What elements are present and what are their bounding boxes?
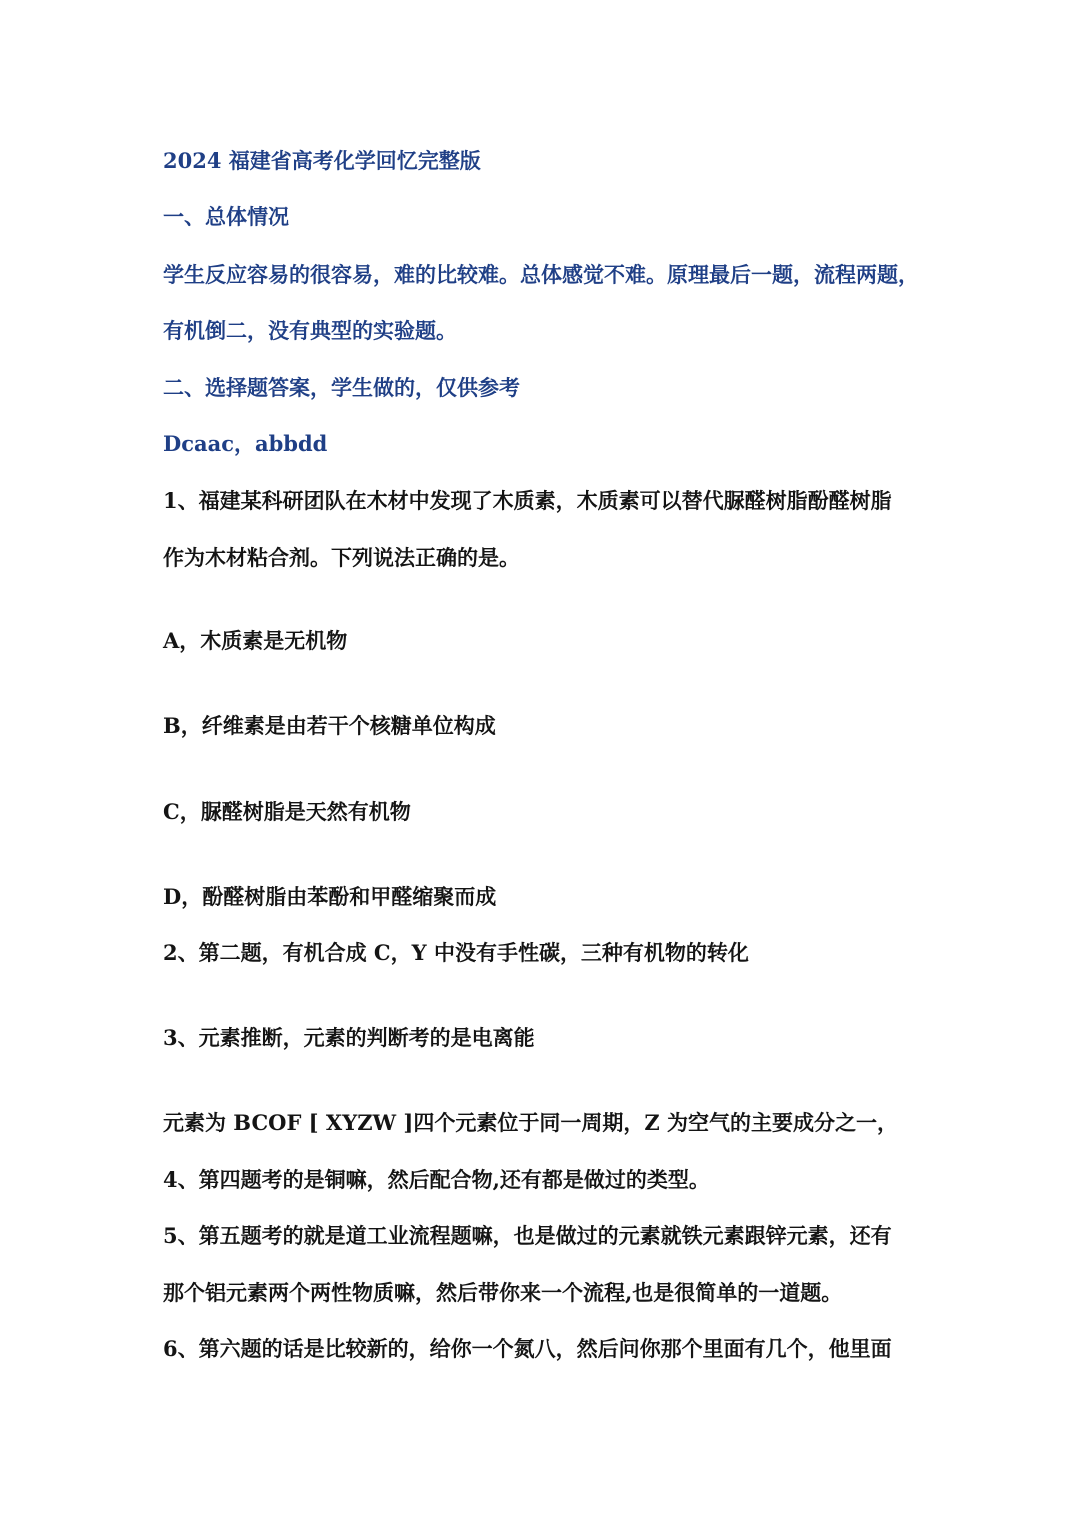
section2-heading: 二、选择题答案，学生做的，仅供参考 (163, 375, 520, 400)
question5-line1: 5、第五题考的就是道工业流程题嘛，也是做过的元素就铁元素跟锌元素，还有 (163, 1223, 892, 1248)
question1-option-d: D，酚醛树脂由苯酚和甲醛缩聚而成 (163, 884, 497, 909)
question5-line2: 那个铝元素两个两性物质嘛，然后带你来一个流程,也是很简单的一道题。 (163, 1280, 843, 1305)
question1-line1: 1、福建某科研团队在木材中发现了木质素，木质素可以替代脲醛树脂酚醛树脂 (163, 488, 892, 513)
question1-option-b: B，纤维素是由若干个核糖单位构成 (163, 713, 496, 738)
section1-text-line1: 学生反应容易的很容易，难的比较难。总体感觉不难。原理最后一题，流程两题， (163, 262, 919, 287)
question1-line2: 作为木材粘合剂。下列说法正确的是。 (163, 545, 520, 570)
question1-option-c: C，脲醛树脂是天然有机物 (163, 799, 411, 824)
question6-line1: 6、第六题的话是比较新的，给你一个氮八，然后问你那个里面有几个，他里面 (163, 1336, 892, 1361)
section1-text-line2: 有机倒二，没有典型的实验题。 (163, 318, 457, 343)
question4: 4、第四题考的是铜嘛，然后配合物,还有都是做过的类型。 (163, 1167, 710, 1192)
question3: 3、元素推断，元素的判断考的是电离能 (163, 1025, 535, 1050)
question2: 2、第二题，有机合成 C，Y 中没有手性碳，三种有机物的转化 (163, 940, 749, 965)
document-title: 2024 福建省高考化学回忆完整版 (163, 148, 481, 173)
section1-heading: 一、总体情况 (163, 204, 289, 229)
question3-detail: 元素为 BCOF [ XYZW ]四个元素位于同一周期，Z 为空气的主要成分之一， (163, 1110, 899, 1135)
answer-key: Dcaac，abbdd (163, 431, 328, 456)
question1-option-a: A，木质素是无机物 (163, 628, 348, 653)
